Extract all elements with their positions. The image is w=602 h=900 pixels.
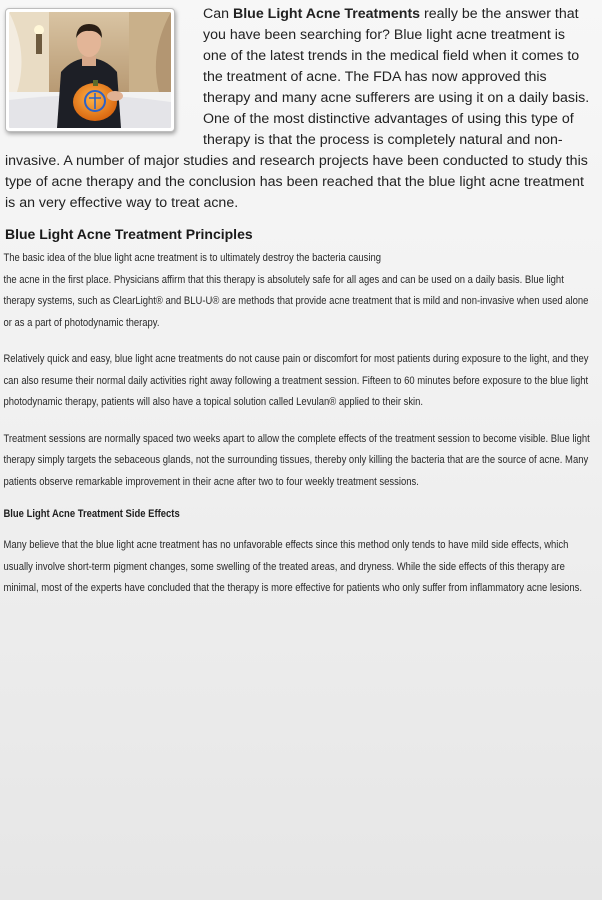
- intro-bold-phrase: Blue Light Acne Treatments: [232, 6, 421, 22]
- principles-paragraph-1: [0, 248, 600, 334]
- intro-lead: Can: [203, 6, 233, 22]
- man-with-pumpkin-photo: [9, 12, 171, 128]
- principles-paragraph-2: Relatively quick and easy, blue light acne treatments do not cause pain or discomfort for most patients during exposure to the light, and they can also resume their normal daily activities right away following a treatment session. Fifteen to 60 minutes before exposure to the blue light photodynamic therapy, patients will also have a topical solution called Levulan® applied to their skin.: [3, 353, 589, 408]
- principles-paragraph-3: Treatment sessions are normally spaced two weeks apart to allow the complete effects of the treatment session to become visible. Blue light therapy simply targets the sebaceous glands, not the surrounding tissues, thereby only killing the bacteria that are the source of acne. Many patients observe remarkable improvement in their acne after two to four weekly treatment sessions.: [3, 432, 590, 488]
- side-effects-heading: Blue Light Acne Treatment Side Effects: [3, 508, 180, 520]
- intro-rest: really be the answer that you have been searching for? Blue light acne treatment is one of the latest trends in the medical field when it comes to the treatment of acne. The FDA has now approved this therapy and many acne sufferers are using it on a daily basis. One of the most distinctive advantages of using this type of therapy is that the process is completely natural and non-invasive. A number of major studies and research projects have been conducted to study this type of acne therapy and the conclusion has been reached that the blue light acne treatment is an very effective way to treat acne.: [5, 6, 590, 211]
- side-effects-paragraph: Many believe that the blue light acne treatment has no unfavorable effects since this method only tends to have mild side effects, which usually involve short-term pigment changes, some swelling of the treated areas, and dryness. While the side effects of this therapy are minimal, most of the experts have concluded that the therapy is more effective for patients who only suffer from inflammatory acne lesions.: [3, 539, 583, 594]
- principles-p1-first-line: The basic idea of the blue light acne treatment is to ultimately destroy the bacteria causing: [3, 252, 382, 264]
- article-photo: [5, 8, 175, 132]
- principles-heading: Blue Light Acne Treatment Principles: [5, 226, 253, 242]
- principles-p1-rest: the acne in the first place. Physicians affirm that this therapy is absolutely safe for all ages and can be used on a daily basis. Blue light therapy systems, such as ClearLight® and BLU-U® are methods that provide acne treatment that is mild and non-invasive when used alone or as a part of photodynamic therapy.: [3, 273, 589, 329]
